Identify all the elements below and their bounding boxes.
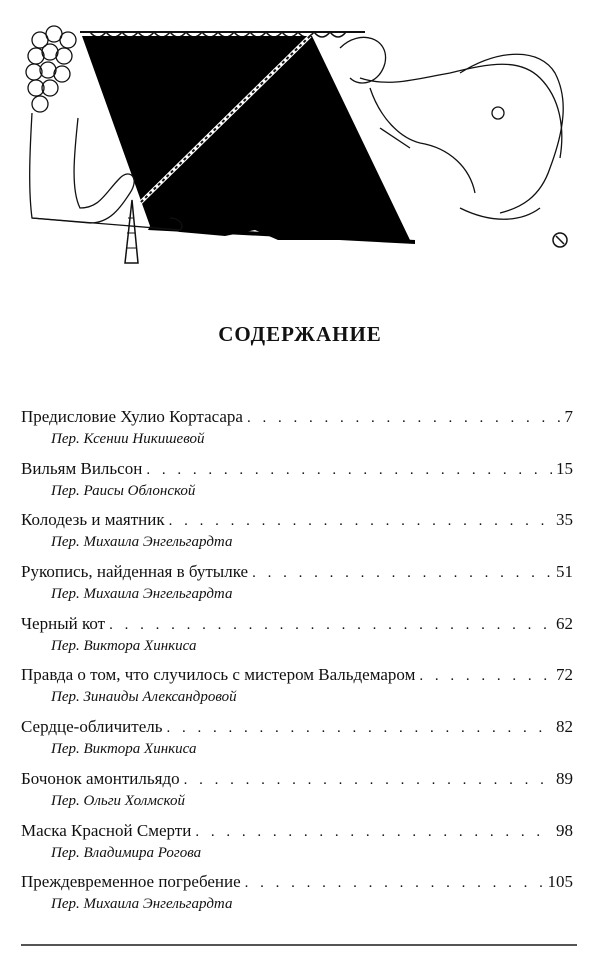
toc-entry-page-number: 72 xyxy=(556,665,573,685)
toc-entry-title[interactable]: Черный кот xyxy=(21,613,106,633)
dot-leader xyxy=(252,562,552,584)
dot-leader xyxy=(195,821,552,843)
toc-entry[interactable] xyxy=(21,561,573,613)
toc-entry[interactable] xyxy=(21,768,573,820)
toc-entry-title[interactable]: Предисловие Хулио Кортасара xyxy=(21,407,243,426)
toc-entry-title[interactable]: Правда о том, что случилось с мистером Вальдемаром xyxy=(21,665,416,685)
toc-entry-page-number: 105 xyxy=(547,872,573,892)
toc-entry-title[interactable]: Сердце-обличитель xyxy=(21,717,163,737)
toc-entry-page-number: 51 xyxy=(556,562,573,582)
toc-entry-translator: Пер. Зинаиды Александровой xyxy=(51,689,237,706)
dot-leader xyxy=(167,717,553,739)
toc-entry-translator: Пер. Михаила Энгельгардта xyxy=(51,896,233,913)
toc-entry-title[interactable]: Колодезь и маятник xyxy=(21,510,165,530)
page-title: СОДЕРЖАНИЕ xyxy=(218,322,382,346)
toc-entry-title[interactable]: Бочонок амонтильядо xyxy=(21,768,180,788)
toc-entry-translator: Пер. Виктора Хинкиса xyxy=(51,741,197,758)
toc-entry[interactable] xyxy=(21,664,573,716)
toc-entry-page-number: 7 xyxy=(564,407,573,426)
dot-leader xyxy=(146,459,552,481)
dot-leader xyxy=(184,769,552,791)
toc-entry-page-number: 82 xyxy=(556,717,573,737)
toc-entry[interactable] xyxy=(21,716,573,768)
dot-leader xyxy=(247,407,561,429)
toc-entry-title[interactable]: Вильям Вильсон xyxy=(21,458,143,478)
toc-entry[interactable] xyxy=(21,871,573,923)
dot-leader xyxy=(109,614,552,636)
toc-entry-title[interactable]: Рукопись, найденная в бутылке xyxy=(21,562,249,582)
toc-entry-translator: Пер. Михаила Энгельгардта xyxy=(51,586,233,603)
toc-entry-line xyxy=(21,768,573,791)
toc-entry-line xyxy=(21,716,573,739)
toc-entry-translator: Пер. Раисы Облонской xyxy=(51,482,196,499)
table-of-contents xyxy=(21,406,573,923)
toc-entry-line xyxy=(21,613,573,636)
toc-entry[interactable] xyxy=(21,820,573,872)
toc-entry-translator: Пер. Владимира Рогова xyxy=(51,844,202,861)
artist-monogram-icon xyxy=(553,233,567,247)
toc-entry-page-number: 62 xyxy=(556,613,573,633)
footer-divider xyxy=(21,944,577,946)
dot-leader xyxy=(419,665,552,687)
toc-entry-line xyxy=(21,561,573,584)
toc-entry[interactable] xyxy=(21,613,573,665)
toc-entry-translator: Пер. Ольги Холмской xyxy=(51,792,185,809)
toc-entry[interactable] xyxy=(21,406,573,458)
toc-entry-line xyxy=(21,664,573,687)
toc-entry-page-number: 98 xyxy=(556,820,573,840)
dot-leader xyxy=(245,872,544,894)
toc-entry-translator: Пер. Ксении Никишевой xyxy=(51,431,205,447)
toc-entry-line xyxy=(21,820,573,843)
toc-entry[interactable] xyxy=(21,509,573,561)
toc-entry-page-number: 35 xyxy=(556,510,573,530)
dot-leader xyxy=(169,510,552,532)
toc-entry-line xyxy=(21,871,573,894)
toc-entry-title[interactable]: Маска Красной Смерти xyxy=(21,820,192,840)
toc-entry-translator: Пер. Михаила Энгельгардта xyxy=(51,534,233,551)
toc-entry-page-number: 15 xyxy=(556,458,573,478)
toc-entry-page-number: 89 xyxy=(556,768,573,788)
toc-entry-line xyxy=(21,406,573,429)
toc-entry[interactable] xyxy=(21,458,573,510)
curtain-figures-illustration-icon xyxy=(20,18,580,268)
toc-entry-line xyxy=(21,509,573,532)
toc-entry-line xyxy=(21,458,573,481)
toc-entry-title[interactable]: Преждевременное погребение xyxy=(21,872,241,892)
toc-entry-translator: Пер. Виктора Хинкиса xyxy=(51,637,197,654)
